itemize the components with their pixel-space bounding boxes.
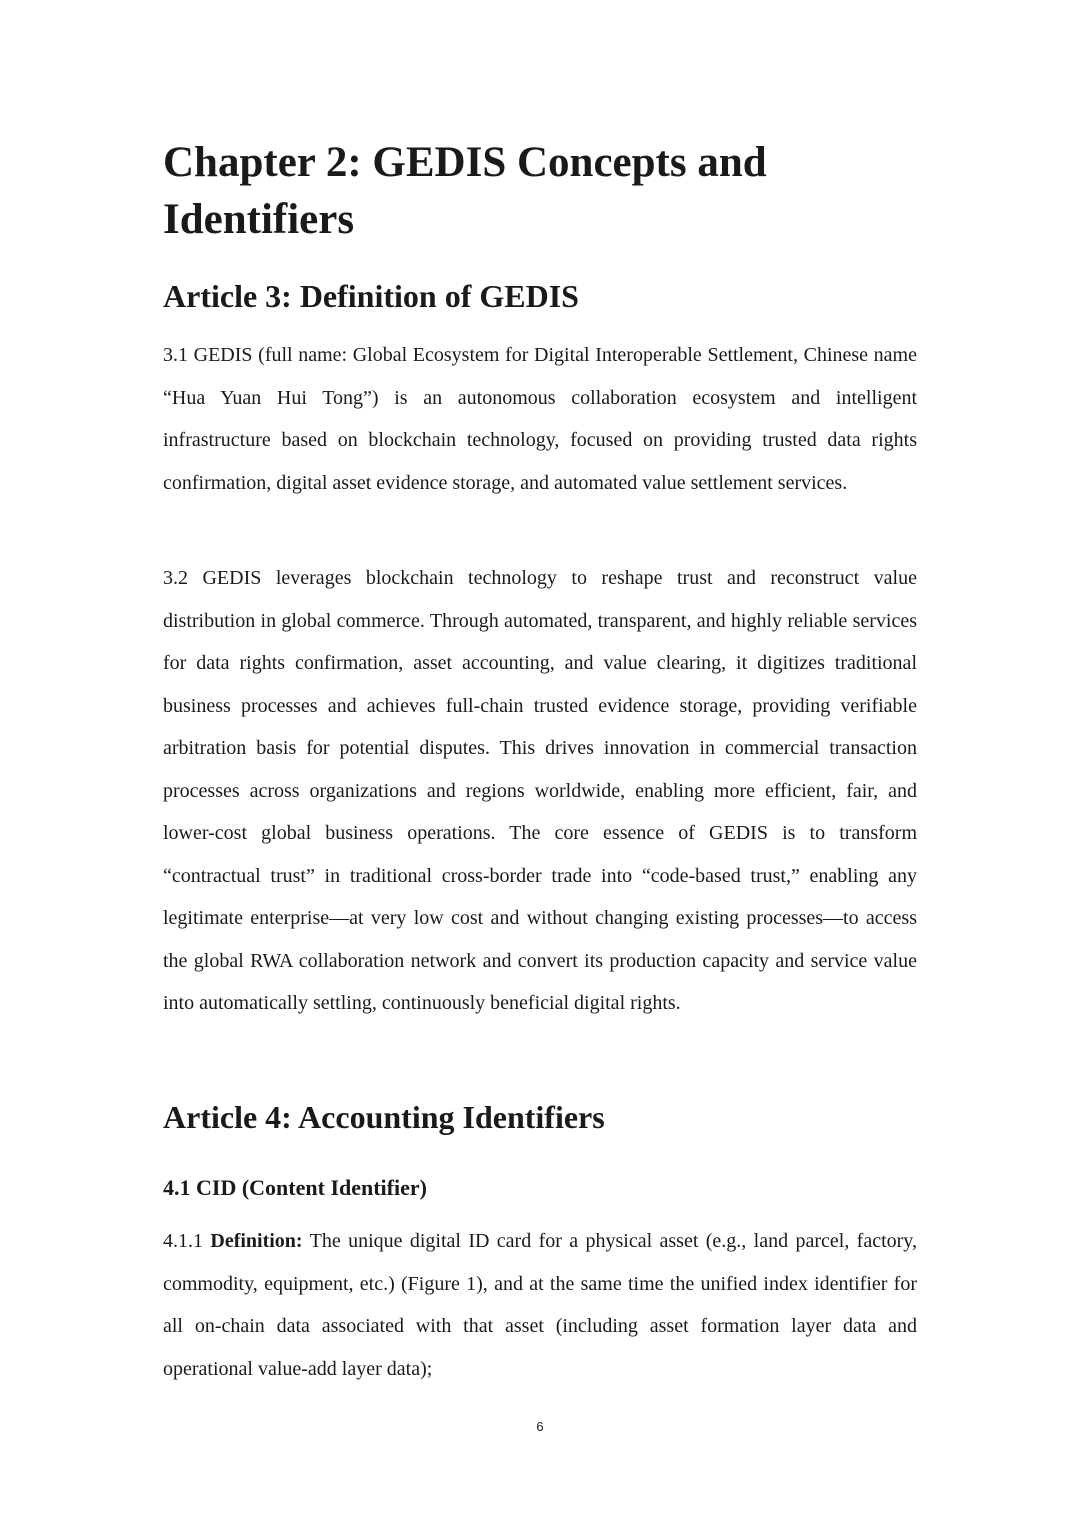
article-3-paragraph-2: 3.2 GEDIS leverages blockchain technology to reshape trust and reconstruct value distribution in global commerce. Through automated, transparent, and highly reliable services for data rights confirmation, asset accounting, and value clearing, it digitizes traditional business processes and achieves full-chain trusted evidence storage, providing verifiable arbitration basis for potential disputes. This drives innovation in commercial transaction processes across organizations and regions worldwide, enabling more efficient, fair, and lower-cost global business operations. The core essence of GEDIS is to transform “contractual trust” in traditional cross-border trade into “code-based trust,” enabling any legitimate enterprise—at very low cost and without changing existing processes—to access the global RWA collaboration network and convert its production capacity and service value into automatically settling, continuously beneficial digital rights. — [163, 567, 917, 1014]
article-3-title: Article 3: Definition of GEDIS — [163, 278, 579, 314]
definition-text: The unique digital ID card for a physical asset (e.g., land parcel, factory, commodity, equipment, etc.) (Figure 1), and at the same time the unified index identifier for all on-chain data associated with that asset (including asset formation layer data and operational value-add layer data); — [163, 1230, 918, 1380]
paragraph-number: 4.1.1 — [163, 1230, 203, 1252]
article-4-title: Article 4: Accounting Identifiers — [163, 1099, 605, 1135]
section-4-1-title: 4.1 CID (Content Identifier) — [163, 1175, 427, 1200]
section-4-1-1-paragraph — [163, 1220, 917, 1390]
page-number: 6 — [536, 1419, 544, 1434]
definition-label: Definition: — [210, 1230, 303, 1252]
chapter-title: Chapter 2: GEDIS Concepts and Identifiers — [163, 139, 767, 243]
article-3-paragraph-1: 3.1 GEDIS (full name: Global Ecosystem for Digital Interoperable Settlement, Chinese name “Hua Yuan Hui Tong”) is an autonomous collaboration ecosystem and intelligent infrastructure based on blockchain technology, focused on providing trusted data rights confirmation, digital asset evidence storage, and automated value settlement services. — [163, 344, 917, 494]
